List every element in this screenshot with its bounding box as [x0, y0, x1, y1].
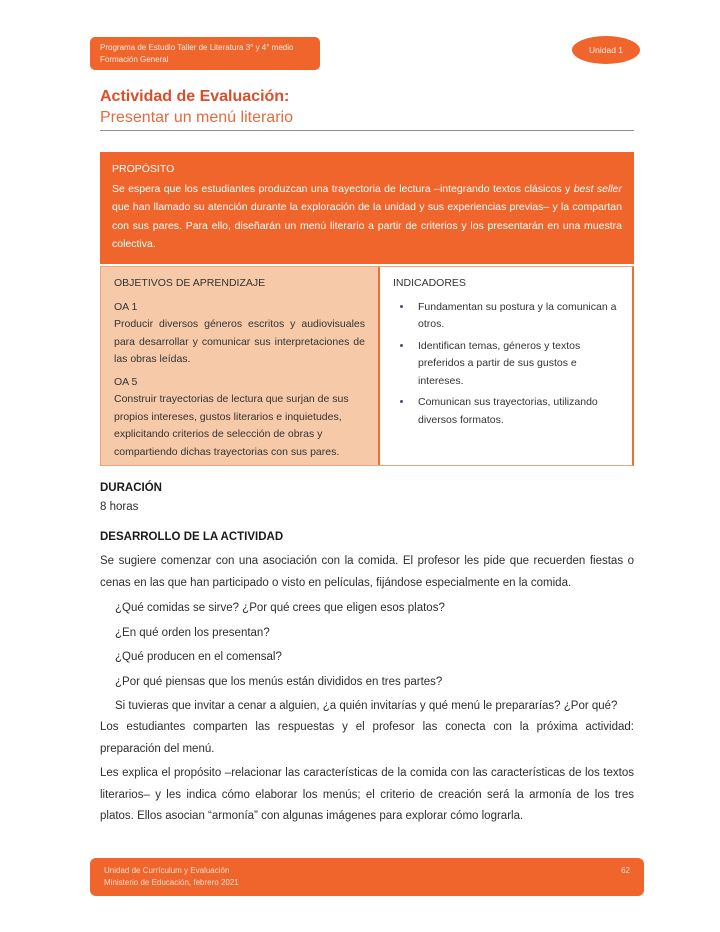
oa5-code: OA 5 [114, 375, 138, 388]
indicators-heading: INDICADORES [393, 277, 466, 289]
development-heading: DESARROLLO DE LA ACTIVIDAD [100, 531, 284, 543]
indicators-column [378, 267, 632, 465]
development-paragraph-3: Les explica el propósito –relacionar las características de la comida con las características de los textos literarios– y les indica cómo elaborar los menús; el criterio de creación será la armonía de los tres platos. Ellos asocian “armonía” con algunas imágenes para explorar cómo lograrla. [100, 767, 634, 822]
question-item: Si tuvieras que invitar a cenar a alguien, ¿a quién invitarías y qué menú le prepararías? ¿Por qué? [115, 700, 618, 712]
program-title-line2: Formación General [100, 54, 169, 64]
indicators-list [393, 299, 619, 430]
indicator-item: • Identifican temas, géneros y textos preferidos a partir de sus gustos e intereses. [413, 338, 619, 391]
footer-line1: Unidad de Currículum y Evaluación [104, 866, 230, 875]
objectives-heading: OBJETIVOS DE APRENDIZAJE [114, 277, 266, 289]
oa1-code: OA 1 [114, 300, 138, 313]
program-title-line1: Programa de Estudio Taller de Literatura 3° y 4° medio [100, 43, 294, 52]
development-intro: Se sugiere comenzar con una asociación con la comida. El profesor les pide que recuerden fiestas o cenas en las que han participado o visto en películas, fijándose especialmente en la comida. [100, 555, 634, 589]
questions-list [115, 601, 635, 724]
oa1-text: Producir diversos géneros escritos y audiovisuales para desarrollar y comunicar sus interpretaciones de las obras leídas. [114, 318, 365, 365]
program-header-box [90, 37, 320, 70]
indicator-item: • Comunican sus trayectorias, utilizando diversos formatos. [413, 394, 619, 429]
proposito-text [112, 180, 622, 254]
page-title-line2: Presentar un menú literario [100, 109, 293, 126]
proposito-heading: PROPÓSITO [112, 163, 175, 175]
question-item: ¿En qué orden los presentan? [115, 626, 270, 639]
oa5-text: Construir trayectorias de lectura que surjan de sus propios intereses, gustos literarios e inquietudes, explicitando criterios de selección de obras y compartiendo dichas trayectorias con sus pares. [114, 393, 349, 458]
unit-badge: Unidad 1 [572, 36, 640, 64]
development-paragraph-2: Los estudiantes comparten las respuestas y el profesor las conecta con la próxima actividad: preparación del menú. [100, 721, 634, 755]
duration-section [100, 479, 634, 516]
page-title-line1: Actividad de Evaluación: [100, 88, 290, 105]
question-item: ¿Qué producen en el comensal? [115, 651, 282, 663]
footer-line2: Ministerio de Educación, febrero 2021 [104, 877, 239, 887]
proposito-text-part1: Se espera que los estudiantes produzcan una trayectoria de lectura –integrando textos clásicos y [112, 182, 574, 195]
question-item: ¿Por qué piensas que los menús están divididos en tres partes? [115, 675, 443, 688]
proposito-box [100, 152, 634, 264]
page-number: 62 [621, 866, 630, 875]
title-divider [100, 130, 634, 131]
objectives-indicators-table [100, 266, 634, 466]
indicator-item: • Fundamentan su postura y la comunican a otros. [413, 299, 619, 334]
proposito-text-part2: que han llamado su atención durante la exploración de la unidad y sus experiencias previas– y la compartan con sus pares. Para ello, diseñarán un menú literario a partir de criterios y los presentarán en una muestra colectiva. [112, 201, 622, 250]
page-footer [90, 858, 644, 896]
duration-value: 8 horas [100, 500, 139, 513]
question-item: ¿Qué comidas se sirve? ¿Por qué crees que eligen esos platos? [115, 602, 445, 614]
duration-heading: DURACIÓN [100, 482, 162, 494]
page-title [100, 86, 634, 128]
footer-left [104, 865, 239, 888]
objectives-column [101, 267, 378, 465]
proposito-text-italic: best seller [573, 182, 622, 195]
